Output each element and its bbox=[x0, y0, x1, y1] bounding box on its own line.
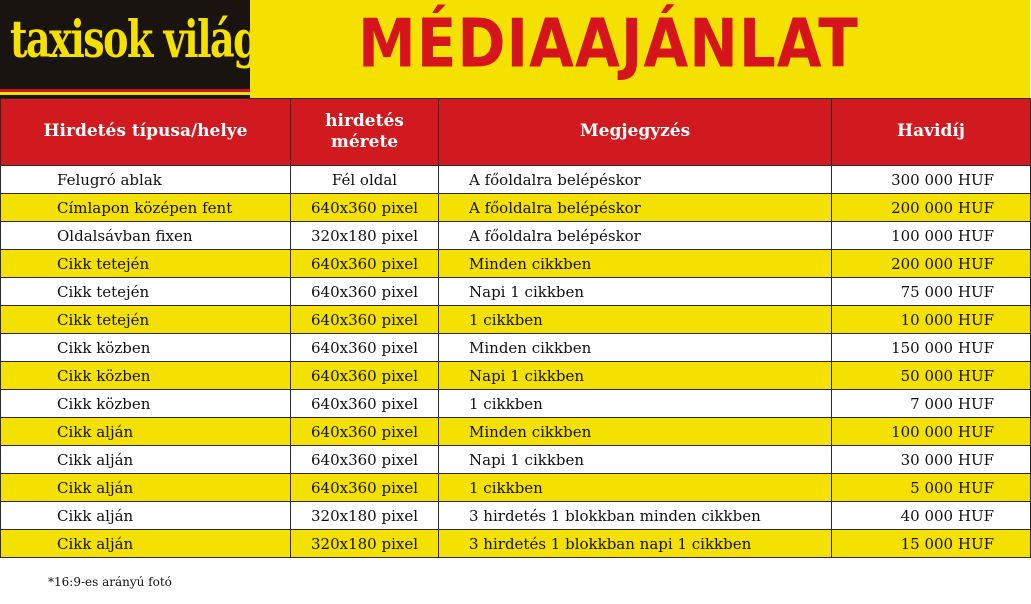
cell-ad-size: 640x360 pixel bbox=[291, 474, 439, 502]
cell-monthly-fee: 150 000 HUF bbox=[832, 334, 1031, 362]
cell-ad-size: Fél oldal bbox=[291, 166, 439, 194]
cell-monthly-fee: 30 000 HUF bbox=[832, 446, 1031, 474]
table-row bbox=[1, 222, 1031, 250]
cell-note: Napi 1 cikkben bbox=[439, 446, 832, 474]
cell-ad-type: Cikk tetején bbox=[1, 250, 291, 278]
cell-monthly-fee: 7 000 HUF bbox=[832, 390, 1031, 418]
table-row bbox=[1, 418, 1031, 446]
cell-ad-type: Cikk alján bbox=[1, 446, 291, 474]
cell-ad-size: 640x360 pixel bbox=[291, 390, 439, 418]
cell-monthly-fee: 300 000 HUF bbox=[832, 166, 1031, 194]
media-offer-table bbox=[0, 98, 1031, 558]
cell-ad-type: Cikk alján bbox=[1, 502, 291, 530]
cell-monthly-fee: 100 000 HUF bbox=[832, 418, 1031, 446]
cell-note: A főoldalra belépéskor bbox=[439, 194, 832, 222]
table-row bbox=[1, 194, 1031, 222]
table-row bbox=[1, 362, 1031, 390]
table-row bbox=[1, 166, 1031, 194]
table-row bbox=[1, 502, 1031, 530]
cell-ad-type: Cikk alján bbox=[1, 530, 291, 558]
cell-ad-type: Cikk alján bbox=[1, 418, 291, 446]
cell-monthly-fee: 200 000 HUF bbox=[832, 250, 1031, 278]
table-row bbox=[1, 446, 1031, 474]
table-row bbox=[1, 278, 1031, 306]
table-row bbox=[1, 334, 1031, 362]
cell-ad-type: Cikk közben bbox=[1, 362, 291, 390]
cell-ad-type: Cikk alján bbox=[1, 474, 291, 502]
col-header-type: Hirdetés típusa/helye bbox=[1, 99, 291, 166]
top-banner bbox=[0, 0, 1030, 98]
cell-note: Minden cikkben bbox=[439, 418, 832, 446]
cell-ad-type: Cikk tetején bbox=[1, 278, 291, 306]
col-header-size bbox=[291, 99, 439, 166]
cell-ad-size: 320x180 pixel bbox=[291, 222, 439, 250]
cell-note: Napi 1 cikkben bbox=[439, 278, 832, 306]
cell-ad-type: Címlapon középen fent bbox=[1, 194, 291, 222]
cell-ad-size: 640x360 pixel bbox=[291, 446, 439, 474]
cell-note: Minden cikkben bbox=[439, 250, 832, 278]
cell-note: A főoldalra belépéskor bbox=[439, 166, 832, 194]
cell-note: Napi 1 cikkben bbox=[439, 362, 832, 390]
cell-note: 3 hirdetés 1 blokkban napi 1 cikkben bbox=[439, 530, 832, 558]
cell-ad-size: 640x360 pixel bbox=[291, 250, 439, 278]
cell-note: 1 cikkben bbox=[439, 390, 832, 418]
table-row bbox=[1, 530, 1031, 558]
table-row bbox=[1, 390, 1031, 418]
table-row bbox=[1, 250, 1031, 278]
cell-monthly-fee: 15 000 HUF bbox=[832, 530, 1031, 558]
cell-ad-type: Oldalsávban fixen bbox=[1, 222, 291, 250]
cell-monthly-fee: 200 000 HUF bbox=[832, 194, 1031, 222]
footnote: *16:9-es arányú fotó bbox=[48, 575, 172, 589]
cell-monthly-fee: 100 000 HUF bbox=[832, 222, 1031, 250]
col-header-size-line1: hirdetés bbox=[325, 110, 404, 131]
cell-ad-type: Cikk tetején bbox=[1, 306, 291, 334]
cell-note: 1 cikkben bbox=[439, 474, 832, 502]
page-title: MÉDIAAJÁNLAT bbox=[358, 4, 859, 83]
taxisok-vilaga-logo[interactable] bbox=[0, 0, 282, 98]
col-header-price: Havidíj bbox=[832, 99, 1031, 166]
cell-monthly-fee: 5 000 HUF bbox=[832, 474, 1031, 502]
logo-stripe-yellow bbox=[0, 92, 250, 95]
table-row bbox=[1, 306, 1031, 334]
cell-note: Minden cikkben bbox=[439, 334, 832, 362]
cell-ad-size: 640x360 pixel bbox=[291, 418, 439, 446]
cell-ad-size: 640x360 pixel bbox=[291, 334, 439, 362]
cell-ad-type: Cikk közben bbox=[1, 334, 291, 362]
cell-ad-size: 640x360 pixel bbox=[291, 278, 439, 306]
cell-monthly-fee: 40 000 HUF bbox=[832, 502, 1031, 530]
cell-ad-size: 640x360 pixel bbox=[291, 194, 439, 222]
cell-ad-type: Cikk közben bbox=[1, 390, 291, 418]
cell-ad-size: 320x180 pixel bbox=[291, 530, 439, 558]
cell-note: A főoldalra belépéskor bbox=[439, 222, 832, 250]
cell-ad-type: Felugró ablak bbox=[1, 166, 291, 194]
cell-ad-size: 320x180 pixel bbox=[291, 502, 439, 530]
table-header-row bbox=[1, 99, 1031, 166]
cell-note: 1 cikkben bbox=[439, 306, 832, 334]
logo-text: taxisok világa bbox=[10, 8, 282, 70]
cell-ad-size: 640x360 pixel bbox=[291, 362, 439, 390]
cell-monthly-fee: 75 000 HUF bbox=[832, 278, 1031, 306]
table-body bbox=[1, 166, 1031, 558]
cell-ad-size: 640x360 pixel bbox=[291, 306, 439, 334]
col-header-size-line2: mérete bbox=[330, 132, 399, 152]
cell-monthly-fee: 50 000 HUF bbox=[832, 362, 1031, 390]
col-header-note: Megjegyzés bbox=[439, 99, 832, 166]
cell-monthly-fee: 10 000 HUF bbox=[832, 306, 1031, 334]
cell-note: 3 hirdetés 1 blokkban minden cikkben bbox=[439, 502, 832, 530]
table-row bbox=[1, 474, 1031, 502]
